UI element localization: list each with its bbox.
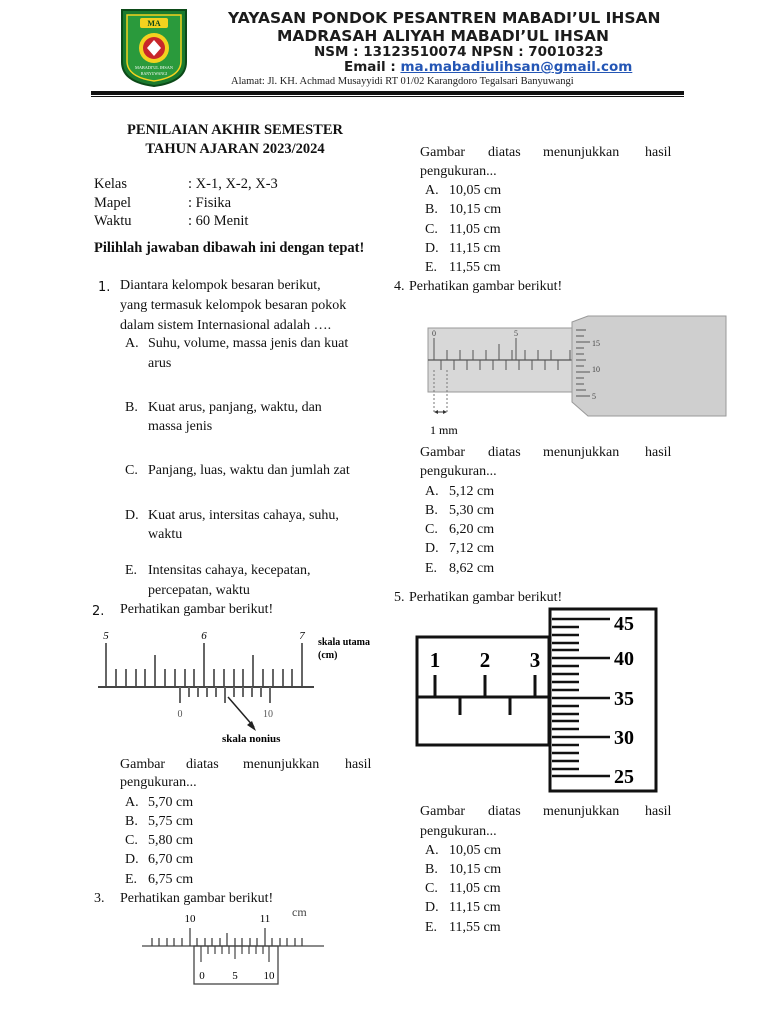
kelas-label: Kelas (94, 176, 128, 192)
q5-after-word2: diatas (488, 804, 521, 819)
svg-text:5: 5 (103, 630, 109, 642)
q1-option-d-letter: D. (125, 508, 139, 523)
q2-after-word2: diatas (186, 757, 219, 772)
svg-text:3: 3 (529, 648, 541, 672)
q1-option-d-text[interactable]: Kuat arus, intersitas cahaya, suhu, (148, 508, 339, 523)
svg-text:1: 1 (429, 648, 441, 672)
q5-after-word1: Gambar (420, 804, 466, 819)
q2-option-e-text[interactable]: 6,75 cm (148, 872, 194, 887)
q3-number: 3. (94, 891, 105, 906)
foundation-name: YAYASAN PONDOK PESANTREN MABADI’UL IHSAN (228, 9, 661, 27)
q5-option-c-text[interactable]: 11,05 cm (449, 881, 501, 896)
q2-after-word3: menunjukkan (243, 757, 320, 772)
waktu-label: Waktu (94, 213, 132, 229)
q3-after-word3: menunjukkan (543, 145, 620, 160)
q5-micrometer-figure (414, 605, 660, 795)
svg-text:5: 5 (592, 392, 596, 401)
q5-option-d-letter: D. (425, 900, 439, 915)
q5-after-word3: menunjukkan (543, 804, 620, 819)
q5-option-c-letter: C. (425, 881, 438, 896)
q4-number: 4. (394, 279, 405, 294)
exam-title: PENILAIAN AKHIR SEMESTER (127, 122, 343, 138)
school-email (344, 59, 632, 75)
q2-prompt: Perhatikan gambar berikut! (120, 602, 274, 617)
q1-option-e-text[interactable]: Intensitas cahaya, kecepatan, (148, 563, 311, 578)
q5-option-a-text[interactable]: 10,05 cm (449, 843, 502, 858)
q4-micrometer-figure (420, 298, 730, 440)
svg-text:5: 5 (232, 970, 238, 982)
school-ids: NSM : 13123510074 NPSN : 70010323 (314, 44, 604, 60)
q5-number: 5. (394, 590, 405, 605)
q4-after-word4: hasil (645, 445, 672, 460)
q1-option-a-text[interactable]: Suhu, volume, massa jenis dan kuat (148, 336, 349, 351)
svg-text:2: 2 (479, 648, 491, 672)
q3-after-word4: hasil (645, 145, 672, 160)
mapel-value: : Fisika (188, 195, 232, 211)
svg-text:10: 10 (263, 970, 275, 982)
q2-option-d-letter: D. (125, 852, 139, 867)
q1-option-a-letter: A. (125, 336, 139, 351)
q5-option-e-text[interactable]: 11,55 cm (449, 920, 501, 935)
q4-prompt: Perhatikan gambar berikut! (409, 279, 563, 294)
q2-option-b-letter: B. (125, 814, 138, 829)
q4-option-c-letter: C. (425, 522, 438, 537)
q1-line3: dalam sistem Internasional adalah …. (120, 318, 332, 333)
q5-option-d-text[interactable]: 11,15 cm (449, 900, 501, 915)
q4-option-e-letter: E. (425, 561, 438, 576)
svg-text:skala nonius: skala nonius (222, 733, 281, 745)
q3-after-word2: diatas (488, 145, 521, 160)
q3-prompt: Perhatikan gambar berikut! (120, 891, 274, 906)
q2-option-c-text[interactable]: 5,80 cm (148, 833, 194, 848)
svg-text:40: 40 (614, 648, 634, 670)
svg-text:30: 30 (614, 727, 634, 749)
q5-option-e-letter: E. (425, 920, 438, 935)
q3-after-word1: Gambar (420, 145, 466, 160)
svg-text:0: 0 (199, 970, 205, 982)
svg-text:0: 0 (432, 329, 436, 338)
q3-after-line2: pengukuran... (420, 164, 497, 179)
svg-text:15: 15 (592, 339, 600, 348)
svg-text:6: 6 (201, 630, 207, 642)
q3-option-c-text[interactable]: 11,05 cm (449, 222, 501, 237)
q5-option-b-text[interactable]: 10,15 cm (449, 862, 502, 877)
svg-text:MABADI'UL IHSAN: MABADI'UL IHSAN (135, 65, 173, 70)
q1-option-d-text-cont: waktu (148, 527, 183, 542)
svg-text:10: 10 (184, 913, 196, 925)
q4-option-d-letter: D. (425, 541, 439, 556)
q3-option-d-text[interactable]: 11,15 cm (449, 241, 501, 256)
q2-option-b-text[interactable]: 5,75 cm (148, 814, 194, 829)
q5-option-b-letter: B. (425, 862, 438, 877)
q1-option-b-letter: B. (125, 400, 138, 415)
q4-option-c-text[interactable]: 6,20 cm (449, 522, 495, 537)
q5-after-line2: pengukuran... (420, 824, 497, 839)
q3-option-e-letter: E. (425, 260, 438, 275)
svg-text:35: 35 (614, 688, 634, 710)
email-link[interactable]: ma.mabadiulihsan@gmail.com (400, 59, 633, 75)
exam-year: TAHUN AJARAN 2023/2024 (145, 141, 325, 157)
svg-text:11: 11 (259, 913, 271, 925)
kelas-value: : X-1, X-2, X-3 (188, 176, 278, 192)
q2-vernier-figure (94, 625, 384, 749)
q4-option-b-text[interactable]: 5,30 cm (449, 503, 495, 518)
q2-option-c-letter: C. (125, 833, 138, 848)
q4-after-word2: diatas (488, 445, 521, 460)
mapel-label: Mapel (94, 195, 132, 211)
q5-option-a-letter: A. (425, 843, 439, 858)
q2-option-a-text[interactable]: 5,70 cm (148, 795, 194, 810)
q5-prompt: Perhatikan gambar berikut! (409, 590, 563, 605)
q4-after-word1: Gambar (420, 445, 466, 460)
svg-text:10: 10 (263, 709, 273, 720)
q2-option-e-letter: E. (125, 872, 138, 887)
q3-option-b-letter: B. (425, 202, 438, 217)
q2-after-word4: hasil (345, 757, 372, 772)
q2-after-word1: Gambar (120, 757, 166, 772)
q4-option-b-letter: B. (425, 503, 438, 518)
q1-line2: yang termasuk kelompok besaran pokok (120, 298, 347, 313)
svg-text:45: 45 (614, 613, 634, 635)
q1-number: 1. (98, 280, 111, 295)
svg-text:cm: cm (292, 905, 307, 919)
school-name: MADRASAH ALIYAH MABADI’UL IHSAN (277, 27, 609, 45)
q4-option-e-text[interactable]: 8,62 cm (449, 561, 495, 576)
q2-after-line2: pengukuran... (120, 775, 197, 790)
q4-option-a-letter: A. (425, 484, 439, 499)
q5-after-word4: hasil (645, 804, 672, 819)
q2-option-d-text[interactable]: 6,70 cm (148, 852, 194, 867)
svg-text:(cm): (cm) (318, 650, 338, 661)
q1-line1: Diantara kelompok besaran berikut, (120, 278, 321, 293)
email-label: Email : (344, 59, 401, 75)
svg-text:5: 5 (514, 329, 518, 338)
q1-option-e-letter: E. (125, 563, 138, 578)
svg-text:1 mm: 1 mm (430, 423, 458, 437)
waktu-value: : 60 Menit (188, 213, 249, 229)
svg-text:BANYUWANGI: BANYUWANGI (140, 72, 168, 76)
q1-option-b-text[interactable]: Kuat arus, panjang, waktu, dan (148, 400, 322, 415)
q2-number: 2. (92, 604, 105, 619)
svg-text:MA: MA (147, 19, 161, 28)
q1-option-c-letter: C. (125, 463, 138, 478)
svg-text:10: 10 (592, 365, 600, 374)
q2-option-a-letter: A. (125, 795, 139, 810)
header-rule-thin (91, 96, 684, 97)
q4-after-line2: pengukuran... (420, 464, 497, 479)
instruction: Pilihlah jawaban dibawah ini dengan tepat! (94, 240, 365, 256)
q3-option-c-letter: C. (425, 222, 438, 237)
q3-vernier-figure (134, 904, 330, 986)
school-address: Alamat: Jl. KH. Achmad Musayyidi RT 01/02 Karangdoro Tegalsari Banyuwangi (231, 76, 574, 87)
q3-option-b-text[interactable]: 10,15 cm (449, 202, 502, 217)
q4-after-word3: menunjukkan (543, 445, 620, 460)
q3-option-a-letter: A. (425, 183, 439, 198)
header-rule-thick (91, 91, 684, 95)
q1-option-b-text-cont: massa jenis (148, 419, 213, 434)
q3-option-a-text[interactable]: 10,05 cm (449, 183, 502, 198)
q1-option-c-text[interactable]: Panjang, luas, waktu dan jumlah zat (148, 463, 350, 478)
svg-text:7: 7 (299, 630, 305, 642)
school-logo (118, 6, 190, 88)
q3-option-d-letter: D. (425, 241, 439, 256)
svg-text:skala utama: skala utama (318, 637, 370, 648)
q1-option-a-text-cont: arus (148, 356, 172, 371)
svg-text:0: 0 (177, 709, 183, 720)
q3-option-e-text[interactable]: 11,55 cm (449, 260, 501, 275)
q4-option-a-text[interactable]: 5,12 cm (449, 484, 495, 499)
svg-text:25: 25 (614, 766, 634, 788)
q4-option-d-text[interactable]: 7,12 cm (449, 541, 495, 556)
q1-option-e-text-cont: percepatan, waktu (148, 583, 250, 598)
